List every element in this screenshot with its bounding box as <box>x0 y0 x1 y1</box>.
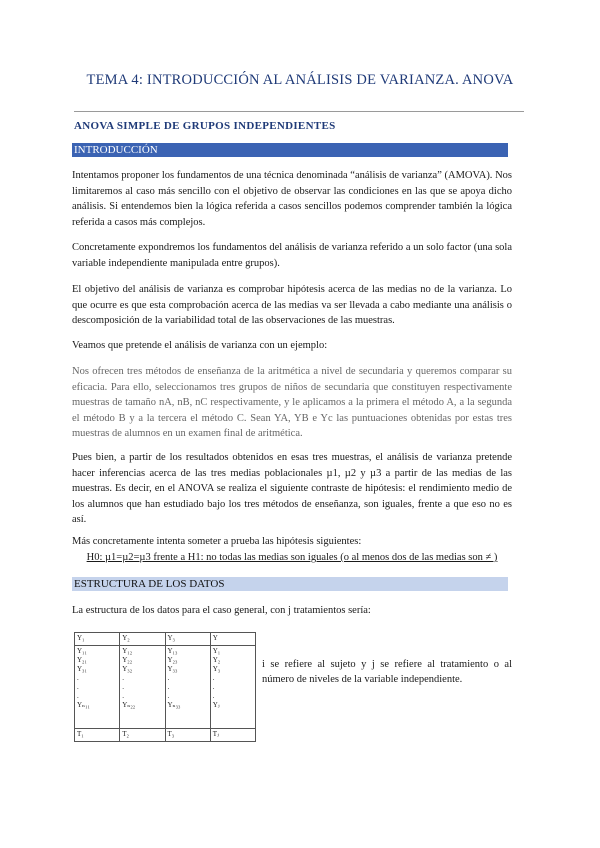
table-footer-row <box>75 729 256 742</box>
table-cell: Y₁₂ <box>122 647 133 655</box>
table-cell: Yⱼ <box>212 701 220 709</box>
table-column-1 <box>75 646 120 729</box>
table-cell: Yₙ₁₁ <box>77 701 90 709</box>
table-cell: Yₙ₃₃ <box>167 701 181 709</box>
table-cell: Y₂₂ <box>122 656 133 664</box>
paragraph-2: Concretamente expondremos los fundamentos del análisis de varianza referido a un solo factor (una sola variable independiente manipulada entre grupos). <box>72 242 512 269</box>
table-footer-cell: T₁ <box>75 729 120 742</box>
table-side-note: i se refiere al sujeto y j se refiere al tratamiento o al número de niveles de la variable independiente. <box>262 659 512 685</box>
table-cell: Y₁ <box>212 647 221 655</box>
table-column-2 <box>120 646 165 729</box>
table-cell: . <box>77 692 79 700</box>
table-header-row <box>75 633 256 646</box>
table-column-4 <box>210 646 255 729</box>
table-body-row <box>75 646 256 729</box>
table-cell: . <box>167 674 170 682</box>
table-cell: . <box>212 683 215 691</box>
table-footer-cell: T₃ <box>165 729 210 742</box>
paragraph-3: El objetivo del análisis de varianza es comprobar hipótesis acerca de las medias no de la varianza. Lo que ocurre es que esta comprobación acerca de las medias va ser llevada a cabo mediante una análisis o descomposición de la variabilidad total de las observaciones de las muestras. <box>72 284 512 326</box>
paragraph-4: Veamos que pretende el análisis de varianza con un ejemplo: <box>72 340 328 351</box>
table-cell: Y₃ <box>212 665 221 673</box>
table-header-cell: Y₂ <box>120 633 165 646</box>
table-header-cell: Y₁ <box>75 633 120 646</box>
table-cell: Y₂₁ <box>77 656 87 664</box>
page-title: TEMA 4: INTRODUCCIÓN AL ANÁLISIS DE VARIANZA. ANOVA <box>86 72 514 88</box>
table-column-3 <box>165 646 210 729</box>
table-cell: Y₂ <box>212 656 221 664</box>
table-cell: Y₃₂ <box>122 665 133 673</box>
table-cell: Y₁₁ <box>77 647 87 655</box>
title-divider <box>74 111 524 112</box>
table-cell: . <box>167 683 170 691</box>
table-cell: Y₃₁ <box>77 665 87 673</box>
table-footer-cell: Tⱼ <box>210 729 255 742</box>
table-cell: Y₁₃ <box>167 647 178 655</box>
data-structure-table <box>74 632 256 742</box>
table-footer-cell: T₂ <box>120 729 165 742</box>
table-cell: Y₃₃ <box>167 665 178 673</box>
paragraph-6: Pues bien, a partir de los resultados obtenidos en esas tres muestras, el análisis de varianza pretende hacer inferencias acerca de las tres medias poblacionales µ1, µ2 y µ3 a partir de las medias de las muestras. Es decir, en el ANOVA se realiza el siguiente contraste de hipótesis: el rendimiento medio de los alumnos que han estudiado bajo los tres métodos de enseñanza, son iguales, frente a que eso no es así. <box>72 452 512 525</box>
table-cell: . <box>77 683 79 691</box>
paragraph-1: Intentamos proponer los fundamentos de una técnica denominada “análisis de varianza” (AMOVA). Nos limitaremos al caso más sencillo con el objetivo de observar las condiciones en las que se apoya dicho análisis. Si entendemos bien la lógica referida a casos sencillos podemos comprender también la lógica referida a casos más complejos. <box>72 170 512 228</box>
section-heading-introduccion: INTRODUCCIÓN <box>72 143 508 157</box>
table-cell: . <box>122 692 124 700</box>
table-cell: . <box>167 692 170 700</box>
table-header-cell: Y <box>210 633 255 646</box>
paragraph-example: Nos ofrecen tres métodos de enseñanza de la aritmética a nivel de secundaria y queremos comparar su eficacia. Para ello, seleccionamos tres grupos de niños de secundaria que constituyen respectivamente muestras de tamaño nA, nB, nC respectivamente, y le aplicamos a la primera el método A, a la segunda el método B y a la tercera el método C. Sean YA, YB e Yc las puntuaciones obtenidas por estas tres muestras de alumnos en un examen final de aritmética. <box>72 366 512 439</box>
table-cell: Y₂₃ <box>167 656 178 664</box>
paragraph-8: La estructura de los datos para el caso general, con j tratamientos sería: <box>72 605 371 616</box>
hypothesis-line: H0: µ1=µ2=µ3 frente a H1: no todas las medias son iguales (o al menos dos de las medias son ≠ ) <box>86 552 498 563</box>
paragraph-7: Más concretamente intenta someter a prueba las hipótesis siguientes: <box>72 536 362 547</box>
table-cell: . <box>77 674 79 682</box>
subtitle: ANOVA SIMPLE DE GRUPOS INDEPENDIENTES <box>74 120 336 132</box>
table-cell: . <box>212 692 215 700</box>
table-cell: . <box>212 674 215 682</box>
table-header-cell: Y₃ <box>165 633 210 646</box>
table-cell: . <box>122 683 124 691</box>
section-heading-estructura: ESTRUCTURA DE LOS DATOS <box>72 577 508 591</box>
table-cell: Yₙ₂₂ <box>122 701 136 709</box>
table-cell: . <box>122 674 124 682</box>
